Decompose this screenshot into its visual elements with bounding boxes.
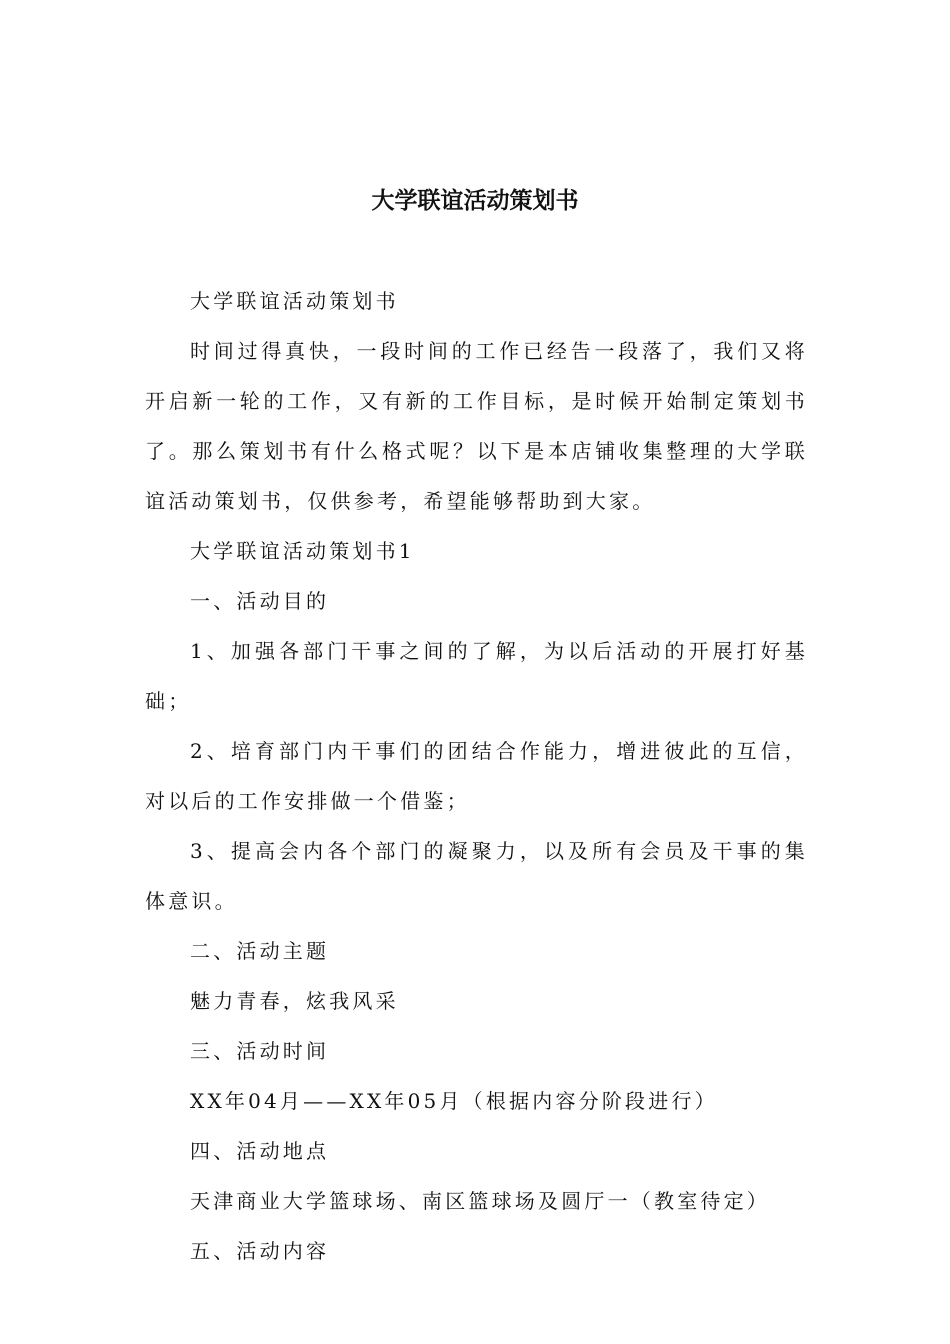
list-item: 1、加强各部门干事之间的了解，为以后活动的开展打好基础；	[145, 639, 808, 713]
heading-location: 四、活动地点	[190, 1139, 330, 1163]
time-text: XX年04月——XX年05月（根据内容分阶段进行）	[190, 1089, 718, 1113]
paragraph-section-title: 大学联谊活动策划书1	[190, 539, 415, 563]
heading-purpose: 一、活动目的	[190, 589, 330, 613]
paragraph-intro: 时间过得真快，一段时间的工作已经告一段落了，我们又将开启新一轮的工作，又有新的工作目标，是时候开始制定策划书了。那么策划书有什么格式呢？以下是本店铺收集整理的大学联谊活动策划书，仅供参考，希望能够帮助到大家。	[145, 339, 808, 513]
heading-content: 五、活动内容	[190, 1239, 330, 1263]
document-body	[145, 276, 808, 1276]
paragraph-subtitle: 大学联谊活动策划书	[190, 289, 399, 313]
heading-theme: 二、活动主题	[190, 939, 330, 963]
list-item: 3、提高会内各个部门的凝聚力，以及所有会员及干事的集体意识。	[145, 839, 808, 913]
heading-time: 三、活动时间	[190, 1039, 330, 1063]
theme-text: 魅力青春，炫我风采	[190, 989, 399, 1013]
location-text: 天津商业大学篮球场、南区篮球场及圆厅一（教室待定）	[190, 1189, 770, 1213]
list-item: 2、培育部门内干事们的团结合作能力，增进彼此的互信，对以后的工作安排做一个借鉴；	[145, 739, 808, 813]
document-title: 大学联谊活动策划书	[371, 187, 579, 214]
